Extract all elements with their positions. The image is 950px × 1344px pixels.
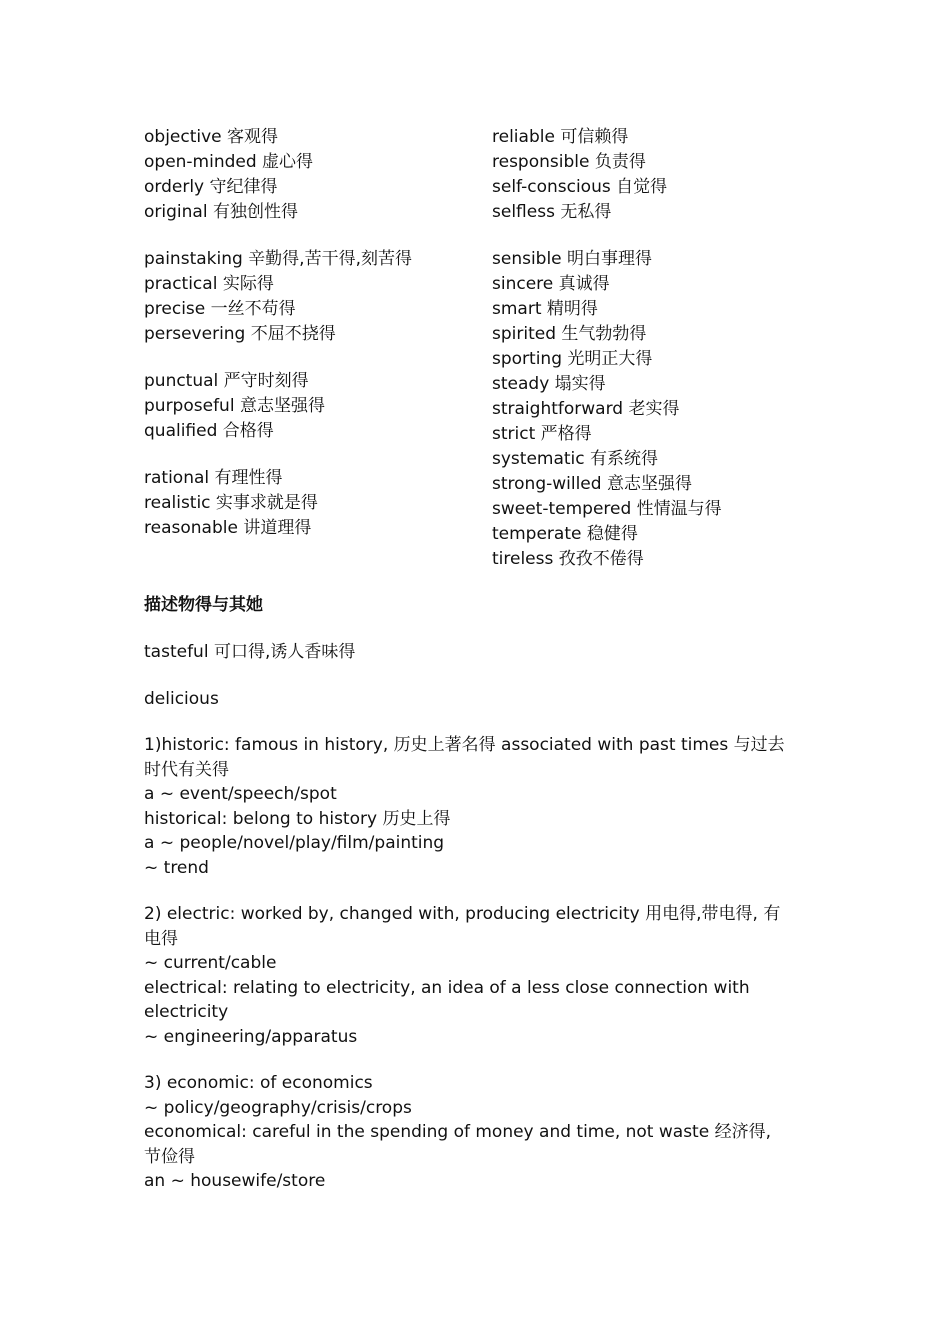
paragraph-line: economical: careful in the spending of money and time, not waste 经济得, bbox=[144, 1122, 771, 1142]
word-entry: open-minded 虚心得 bbox=[144, 152, 314, 172]
paragraph-line: delicious bbox=[144, 688, 219, 709]
word-entry: persevering 不屈不挠得 bbox=[144, 324, 336, 344]
word-entry: practical 实际得 bbox=[144, 274, 274, 294]
paragraph-line: an ~ housewife/store bbox=[144, 1171, 326, 1191]
word-entry: sensible 明白事理得 bbox=[492, 249, 653, 269]
word-entry: sincere 真诚得 bbox=[492, 274, 610, 294]
word-entry: spirited 生气勃勃得 bbox=[492, 324, 647, 344]
word-group bbox=[144, 369, 474, 444]
word-entry: painstaking 辛勤得,苦干得,刻苦得 bbox=[144, 249, 412, 269]
paragraph-line: historical: belong to history 历史上得 bbox=[144, 808, 451, 829]
word-entry: self-conscious 自觉得 bbox=[492, 177, 668, 197]
word-entry: strong-willed 意志坚强得 bbox=[492, 474, 692, 494]
paragraph bbox=[144, 687, 814, 712]
word-group bbox=[144, 247, 474, 347]
lower-section bbox=[144, 593, 814, 1194]
word-entry: precise 一丝不苟得 bbox=[144, 299, 296, 319]
word-entry: reliable 可信赖得 bbox=[492, 127, 629, 147]
word-entry: rational 有理性得 bbox=[144, 468, 283, 488]
word-entry: temperate 稳健得 bbox=[492, 524, 638, 544]
paragraph-line: ~ policy/geography/crisis/crops bbox=[144, 1097, 412, 1118]
paragraph-line: 电得 bbox=[144, 928, 178, 949]
paragraph-line: 节俭得 bbox=[144, 1146, 195, 1167]
paragraph-line: ~ trend bbox=[144, 857, 209, 878]
paragraph-line: tasteful 可口得,诱人香味得 bbox=[144, 642, 356, 662]
word-entry: purposeful 意志坚强得 bbox=[144, 396, 325, 416]
paragraph-line: 2) electric: worked by, changed with, producing electricity 用电得,带电得, 有 bbox=[144, 904, 781, 924]
word-entry: qualified 合格得 bbox=[144, 421, 274, 441]
word-entry: sweet-tempered 性情温与得 bbox=[492, 499, 722, 519]
paragraph-line: ~ engineering/apparatus bbox=[144, 1026, 358, 1047]
word-entry: responsible 负责得 bbox=[492, 152, 646, 172]
paragraph-line: ~ current/cable bbox=[144, 953, 277, 973]
paragraph-line: 1)historic: famous in history, 历史上著名得 associated with past times 与过去 bbox=[144, 735, 785, 755]
word-entry: punctual 严守时刻得 bbox=[144, 371, 309, 391]
paragraph bbox=[144, 640, 814, 665]
word-group bbox=[492, 247, 822, 572]
paragraph-line: 3) economic: of economics bbox=[144, 1073, 373, 1093]
word-entry: realistic 实事求就是得 bbox=[144, 493, 318, 513]
word-group bbox=[144, 466, 474, 541]
word-group bbox=[492, 125, 822, 225]
word-entry: sporting 光明正大得 bbox=[492, 349, 653, 369]
word-entry: original 有独创性得 bbox=[144, 202, 298, 222]
word-entry: straightforward 老实得 bbox=[492, 399, 680, 419]
paragraph bbox=[144, 1071, 814, 1194]
word-entry: systematic 有系统得 bbox=[492, 449, 659, 469]
word-entry: steady 塌实得 bbox=[492, 374, 606, 394]
word-group bbox=[144, 125, 474, 225]
word-entry: smart 精明得 bbox=[492, 299, 598, 319]
paragraph-line: 时代有关得 bbox=[144, 759, 229, 780]
word-entry: reasonable 讲道理得 bbox=[144, 518, 312, 538]
left-word-column bbox=[144, 125, 474, 541]
word-entry: orderly 守纪律得 bbox=[144, 177, 278, 197]
word-entry: objective 客观得 bbox=[144, 127, 279, 147]
paragraph bbox=[144, 733, 814, 880]
paragraph bbox=[144, 902, 814, 1049]
word-entry: strict 严格得 bbox=[492, 424, 592, 444]
paragraph-line: electrical: relating to electricity, an idea of a less close connection with bbox=[144, 977, 750, 998]
section-heading: 描述物得与其她 bbox=[144, 595, 263, 615]
paragraph-line: a ~ event/speech/spot bbox=[144, 784, 337, 804]
paragraph-line: electricity bbox=[144, 1002, 229, 1022]
word-entry: tireless 孜孜不倦得 bbox=[492, 549, 644, 569]
paragraph-line: a ~ people/novel/play/film/painting bbox=[144, 833, 445, 853]
right-word-column bbox=[492, 125, 822, 572]
word-entry: selfless 无私得 bbox=[492, 202, 612, 222]
